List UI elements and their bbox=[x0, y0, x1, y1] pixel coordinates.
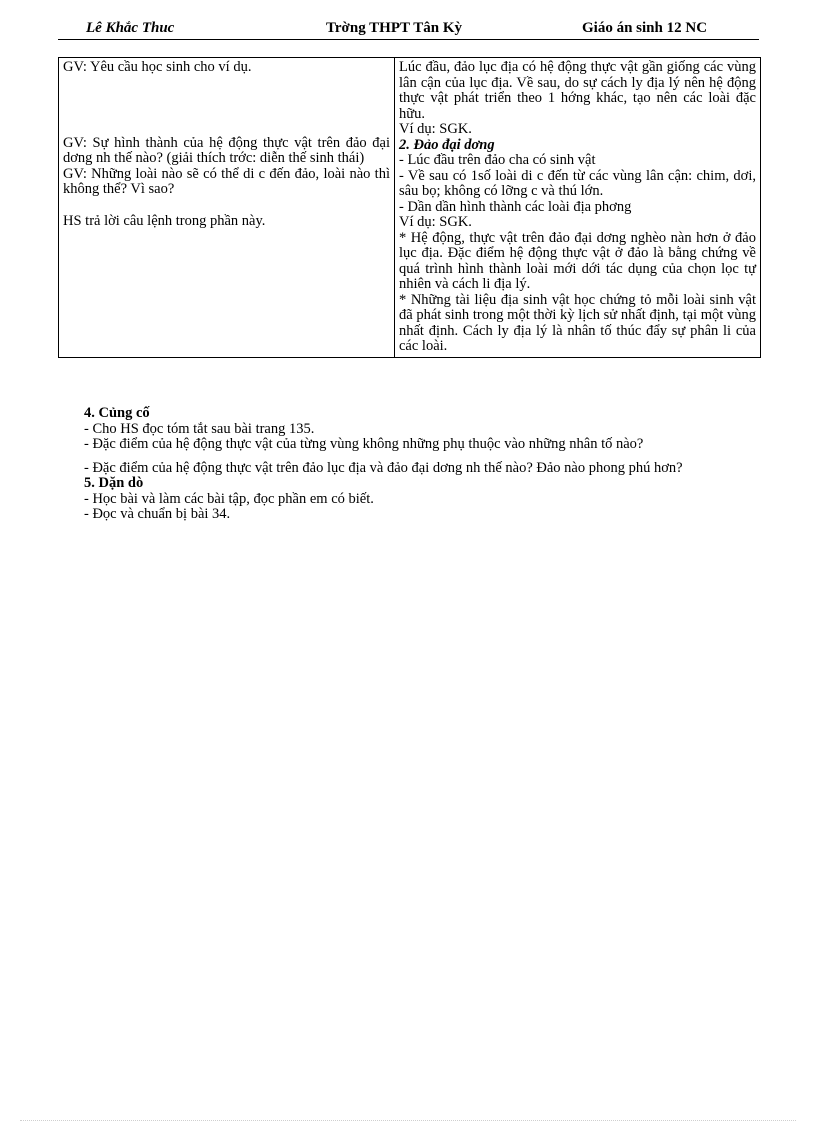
list-item: - Đọc và chuẩn bị bài 34. bbox=[84, 506, 231, 522]
content-cell bbox=[395, 58, 761, 358]
right-paragraph: Ví dụ: SGK. bbox=[399, 121, 472, 137]
header-subject: Giáo án sinh 12 NC bbox=[582, 20, 708, 36]
left-paragraph: GV: Yêu cầu học sinh cho ví dụ. bbox=[63, 59, 252, 75]
right-paragraph: Lúc đầu, đảo lục địa có hệ động thực vật gần giống các vùng lân cận của lục địa. Về sau, do sự cách ly địa lý nên hệ động thực vật phát triển theo 1 hớng khác, tạo nên các loài đặc hữu. bbox=[399, 59, 756, 122]
table-row bbox=[59, 58, 761, 358]
right-paragraph: * Hệ động, thực vật trên đảo đại dơng nghèo nàn hơn ở đảo lục địa. Đặc điểm hệ động thực vật ở đảo là bằng chứng về quá trình hình thành loài mới dới tác dụng của chọn lọc tự nhiên và cách li địa lý. bbox=[399, 229, 756, 292]
header-school: Trờng THPT Tân Kỳ bbox=[326, 20, 462, 36]
left-paragraph: GV: Sự hình thành của hệ động thực vật trên đảo đại dơng nh thế nào? (giải thích trớc: diễn thế sinh thái) bbox=[63, 134, 390, 166]
right-paragraph: - Lúc đầu trên đảo cha có sinh vật bbox=[399, 152, 596, 168]
teacher-activity-cell bbox=[59, 58, 395, 358]
header-rule bbox=[58, 39, 759, 40]
list-item: - Đặc điểm của hệ động thực vật trên đảo lục địa và đảo đại dơng nh thế nào? Đảo nào phong phú hơn? bbox=[84, 459, 683, 476]
summary-section bbox=[58, 406, 759, 523]
section-subheading: 2. Đảo đại dơng bbox=[399, 136, 495, 153]
page-bottom-border bbox=[20, 1120, 796, 1121]
lesson-table bbox=[58, 57, 761, 358]
header-author: Lê Khắc Thuc bbox=[86, 20, 175, 36]
list-item: - Đặc điểm của hệ động thực vật của từng vùng không những phụ thuộc vào những nhân tố nào? bbox=[84, 436, 644, 452]
list-item: - Học bài và làm các bài tập, đọc phần em có biết. bbox=[84, 490, 374, 507]
right-paragraph: * Những tài liệu địa sinh vật học chứng tỏ mỗi loài sinh vật đã phát sinh trong một thời kỳ lịch sử nhất định, tại một vùng nhất định. Cách ly địa lý là nhân tố thúc đẩy sự phân li của các loài. bbox=[399, 291, 756, 354]
left-paragraph: GV: Những loài nào sẽ có thể di c đến đảo, loài nào thì không thể? Vì sao? bbox=[63, 165, 390, 197]
left-paragraph: HS trả lời câu lệnh trong phần này. bbox=[63, 212, 266, 229]
cungco-heading: 4. Củng cố bbox=[84, 405, 150, 421]
list-item: - Cho HS đọc tóm tắt sau bài trang 135. bbox=[84, 420, 315, 437]
right-paragraph: Ví dụ: SGK. bbox=[399, 214, 472, 230]
dando-heading: 5. Dặn dò bbox=[84, 475, 144, 491]
right-paragraph: - Về sau có 1số loài di c đến từ các vùng lân cận: chim, dơi, sâu bọ; không có lỡng c và thú lớn. bbox=[399, 167, 756, 199]
page-header bbox=[86, 18, 761, 40]
right-paragraph: - Dần dần hình thành các loài địa phơng bbox=[399, 198, 632, 215]
